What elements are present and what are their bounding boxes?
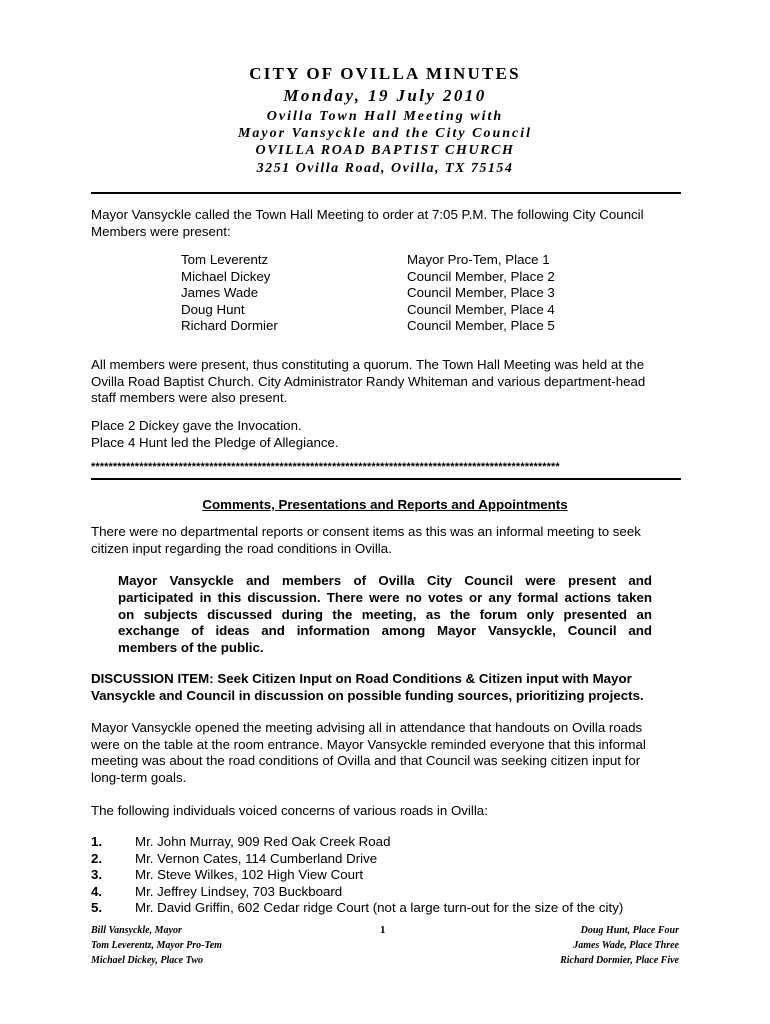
notice-line: on subjects discussed during the meeting, as the forum only presented an	[118, 606, 652, 622]
list-text: Mr. John Murray, 909 Red Oak Creek Road	[135, 834, 391, 849]
member-names	[181, 252, 278, 335]
member-role: Council Member, Place 2	[407, 268, 555, 284]
footer-signatory: Michael Dickey, Place Two	[91, 955, 204, 966]
opening-line: meeting was about the road conditions of Ovilla and that Council was seeking citizen input for	[91, 753, 641, 769]
list-number: 1.	[91, 834, 103, 849]
list-number: 3.	[91, 867, 103, 883]
notice-line: Mayor Vansyckle and members of Ovilla City Council were present and	[118, 573, 652, 588]
list-number: 4.	[91, 883, 103, 899]
discussion-line: Vansyckle and Council in discussion on possible funding sources, prioritizing projects.	[91, 687, 644, 703]
no-reports-paragraph	[91, 524, 683, 557]
meeting-type: Ovilla Town Hall Meeting with	[266, 109, 504, 124]
invocation-paragraph	[91, 418, 683, 451]
notice-line: participated in this discussion. There were no votes or any formal actions taken	[118, 589, 652, 605]
opening-line: were on the table at the room entrance. Mayor Vansyckle reminded everyone that this informal	[91, 736, 646, 752]
list-text: Mr. Jeffrey Lindsey, 703 Buckboard	[135, 883, 343, 899]
no-reports-line: citizen input regarding the road conditions in Ovilla.	[91, 540, 392, 556]
quorum-line: Ovilla Road Baptist Church. City Administrator Randy Whiteman and various department-head	[91, 373, 646, 389]
list-item	[91, 900, 691, 917]
concerns-list	[91, 834, 691, 917]
footer-signatory: Tom Leverentz, Mayor Pro-Tem	[91, 940, 222, 951]
no-reports-line: There were no departmental reports or consent items as this was an informal meeting to seek	[91, 524, 641, 539]
notice-block	[118, 573, 652, 657]
member-role: Mayor Pro-Tem, Place 1	[407, 252, 550, 267]
concerns-intro: The following individuals voiced concerns of various roads in Ovilla:	[91, 803, 488, 818]
notice-line: members of the public.	[118, 640, 264, 656]
section-heading: Comments, Presentations and Reports and Appointments	[202, 497, 568, 512]
member-roles	[407, 252, 555, 335]
section-divider	[91, 478, 681, 480]
member-name: Doug Hunt	[181, 301, 245, 317]
quorum-line: staff members were also present.	[91, 390, 288, 406]
quorum-paragraph	[91, 357, 683, 407]
list-text: Mr. David Griffin, 602 Cedar ridge Court (not a large turn-out for the size of the city)	[135, 900, 624, 916]
notice-line: exchange of ideas and information among Mayor Vansyckle, Council and	[118, 623, 652, 639]
footer-signatory: James Wade, Place Three	[573, 940, 679, 951]
list-text: Mr. Vernon Cates, 114 Cumberland Drive	[135, 850, 378, 866]
footer-signatory: Richard Dormier, Place Five	[560, 955, 679, 966]
header-divider	[91, 192, 681, 194]
discussion-item-heading	[91, 671, 683, 704]
page-number: 1	[380, 924, 386, 936]
intro-paragraph	[91, 207, 683, 240]
list-item	[91, 851, 691, 868]
meeting-venue: OVILLA ROAD BAPTIST CHURCH	[255, 143, 515, 158]
member-role: Council Member, Place 3	[407, 285, 555, 301]
meeting-participants: Mayor Vansyckle and the City Council	[237, 126, 533, 141]
document-title: CITY OF OVILLA MINUTES	[249, 64, 521, 83]
footer-signatory: Bill Vansyckle, Mayor	[91, 925, 182, 936]
member-name: Richard Dormier	[181, 318, 278, 334]
opening-line: Mayor Vansyckle opened the meeting advising all in attendance that handouts on Ovilla roads	[91, 720, 643, 735]
footer-left	[91, 923, 222, 968]
invocation-line: Place 2 Dickey gave the Invocation.	[91, 418, 302, 433]
list-text: Mr. Steve Wilkes, 102 High View Court	[135, 867, 364, 883]
asterisk-separator: ***********************************************************************************************************	[91, 461, 560, 473]
list-number: 5.	[91, 900, 103, 916]
list-item	[91, 867, 691, 884]
pledge-line: Place 4 Hunt led the Pledge of Allegiance.	[91, 434, 339, 450]
list-item	[91, 884, 691, 901]
footer-right	[560, 923, 679, 968]
footer-signatory: Doug Hunt, Place Four	[580, 925, 679, 936]
discussion-line: DISCUSSION ITEM: Seek Citizen Input on Road Conditions & Citizen input with Mayor	[91, 671, 632, 686]
member-role: Council Member, Place 4	[407, 301, 555, 317]
quorum-line: All members were present, thus constituting a quorum. The Town Hall Meeting was held at the	[91, 357, 645, 372]
meeting-address: 3251 Ovilla Road, Ovilla, TX 75154	[256, 161, 514, 176]
member-name: Tom Leverentz	[181, 252, 269, 267]
intro-line: Members were present:	[91, 223, 231, 239]
intro-line: Mayor Vansyckle called the Town Hall Meeting to order at 7:05 P.M. The following City Council	[91, 207, 644, 222]
list-number: 2.	[91, 850, 103, 866]
meeting-date: Monday, 19 July 2010	[283, 86, 487, 105]
member-name: James Wade	[181, 285, 259, 301]
member-role: Council Member, Place 5	[407, 318, 555, 334]
opening-paragraph	[91, 720, 683, 786]
list-item	[91, 834, 691, 851]
opening-line: long-term goals.	[91, 769, 187, 785]
member-name: Michael Dickey	[181, 268, 271, 284]
